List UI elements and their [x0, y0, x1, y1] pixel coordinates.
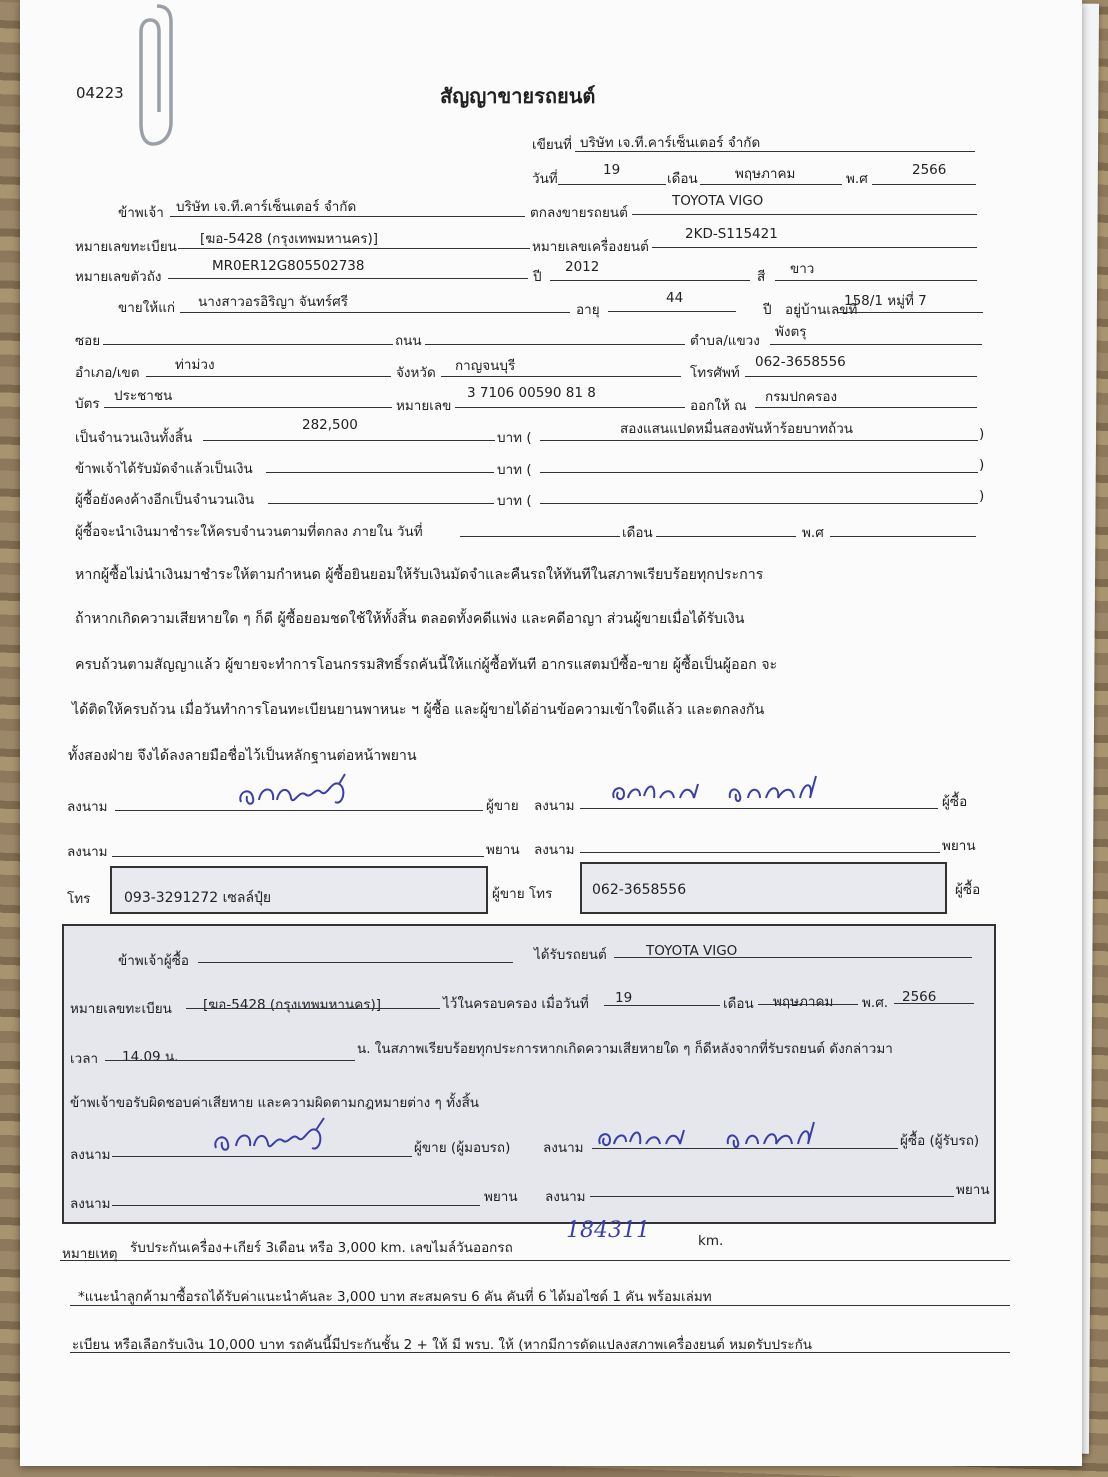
district-line [146, 376, 391, 377]
total-words: สองแสนแปดหมื่นสองพันห้าร้อยบาทถ้วน [620, 421, 854, 437]
receipt-witness2-line [590, 1196, 954, 1197]
age-value: 44 [666, 290, 684, 306]
house-line [838, 312, 983, 313]
seller-phone-value: 093-3291272 เซลล์ปุ๋ย [124, 890, 272, 906]
agree-sell-label: ตกลงขายรถยนต์ [530, 205, 628, 221]
remarks-line-1: รับประกันเครื่อง+เกียร์ 3เดือน หรือ 3,000 km. เลขไมล์วันออกรถ [130, 1240, 513, 1256]
deposit-line [266, 472, 494, 473]
time-label: เวลา [70, 1051, 99, 1067]
engine-label: หมายเลขเครื่องยนต์ [532, 239, 649, 255]
month-label: เดือน [667, 171, 698, 187]
buyer-sign-label: ลงนาม [534, 798, 575, 814]
witness1-sign-line [112, 856, 484, 857]
total-close-paren: ) [979, 426, 985, 442]
time-line [105, 1060, 355, 1061]
receipt-witness1-label: พยาน [484, 1189, 518, 1205]
sell-to-value: นางสาวอรอิริญา จันทร์ศรี [198, 294, 349, 310]
remarks-line-2-rule [70, 1305, 1010, 1306]
issued-line [755, 407, 977, 408]
age-line [608, 311, 736, 312]
soi-line [103, 344, 393, 345]
received-value: TOYOTA VIGO [646, 943, 738, 959]
buyer-phone-value: 062-3658556 [592, 882, 687, 898]
witness2-label: พยาน [942, 838, 976, 854]
receipt-buyer-label: ข้าพเจ้าผู้ซื้อ [118, 953, 189, 969]
due-label: ผู้ซื้อจะนำเงินมาชำระให้ครบจำนวนตามที่ตกลง ภายใน วันที่ [75, 524, 423, 540]
receipt-plate-line [186, 1008, 440, 1009]
receipt-month-line [758, 1004, 858, 1005]
receipt-date-value: 19 [615, 990, 633, 1006]
remaining-baht-label: บาท ( [497, 493, 532, 509]
terms-line-2: ถ้าหากเกิดความเสียหายใด ๆ ก็ดี ผู้ซื้อยอมชดใช้ให้ทั้งสิ้น ตลอดทั้งคดีแพ่ง และคดีอาญา ส่วนผู้ขายเมื่อได้รับเงิน [75, 611, 745, 627]
contract-title: สัญญาขายรถยนต์ [440, 84, 596, 108]
total-line [203, 440, 495, 441]
i-value: บริษัท เจ.ที.คาร์เซ็นเตอร์ จำกัด [176, 199, 357, 215]
chassis-label: หมายเลขตัวถัง [75, 269, 162, 285]
sell-to-label: ขายให้แก่ [118, 300, 176, 316]
phone-value: 062-3658556 [755, 354, 846, 370]
i-label: ข้าพเจ้า [118, 205, 164, 221]
remaining-line [268, 503, 494, 504]
receipt-year-label: พ.ศ. [862, 995, 889, 1011]
terms-line-5: ทั้งสองฝ่าย จึงได้ลงลายมือชื่อไว้เป็นหลักฐานต่อหน้าพยาน [68, 748, 417, 764]
seller-signature-icon [235, 772, 365, 812]
receipt-plate-label: หมายเลขทะเบียน [70, 1001, 172, 1017]
condition-text: น. ในสภาพเรียบร้อยทุกประการหากเกิดความเสียหายใด ๆ ก็ดีหลังจากที่รับรถยนต์ ดังกล่าวมา [357, 1041, 893, 1057]
color-line [775, 280, 977, 281]
receipt-witness1-sign-label: ลงนาม [70, 1196, 111, 1212]
received-label: ได้รับรถยนต์ [534, 947, 607, 963]
year-value: 2566 [912, 162, 947, 178]
id-label: หมายเลข [396, 398, 452, 414]
receipt-date-line [604, 1005, 720, 1006]
subdistrict-line [770, 344, 982, 345]
due-year-label: พ.ศ [802, 525, 824, 541]
seller-sign-label: ลงนาม [67, 799, 108, 815]
phone-line [745, 376, 977, 377]
time-value: 14.09 น. [122, 1049, 179, 1065]
district-label: อำเภอ/เขต [75, 365, 140, 381]
subdistrict-label: ตำบล/แขวง [690, 333, 760, 349]
witness1-sign-label: ลงนาม [67, 844, 108, 860]
total-baht-label: บาท ( [497, 430, 532, 446]
subdistrict-value: พังตรุ [775, 324, 807, 340]
deposit-close-paren: ) [979, 457, 985, 473]
receipt-witness2-sign-label: ลงนาม [545, 1189, 586, 1205]
remarks-line-3: ะเบียน หรือเลือกรับเงิน 10,000 บาท รถคันนี้มีประกันชั้น 2 + ให้ มี พรบ. ให้ (หากมีการดัดแปลงสภาพเครื่องยนต์ หมดรับประกัน [72, 1337, 812, 1353]
road-line [425, 344, 685, 345]
year-line [872, 184, 976, 185]
month-line [700, 184, 842, 185]
due-month-line [656, 536, 796, 537]
house-value: 158/1 หมู่ที่ 7 [844, 293, 927, 309]
road-label: ถนน [395, 333, 422, 349]
year-made-line [550, 280, 750, 281]
province-line [441, 376, 681, 377]
document-number: 04223 [76, 84, 124, 102]
agree-sell-value: TOYOTA VIGO [672, 193, 764, 209]
responsibility-text: ข้าพเจ้าขอรับผิดชอบค่าเสียหาย และความผิดตามกฎหมายต่าง ๆ ทั้งสิ้น [70, 1095, 480, 1111]
witness2-sign-line [580, 852, 940, 853]
id-line [455, 407, 685, 408]
engine-value: 2KD-S115421 [685, 226, 778, 242]
plate-value: [ฆอ-5428 (กรุงเทพมหานคร)] [200, 231, 379, 247]
year-made-label: ปี [533, 269, 542, 285]
total-label: เป็นจำนวนเงินทั้งสิ้น [75, 430, 193, 446]
remarks-label: หมายเหตุ [62, 1246, 118, 1262]
district-value: ท่าม่วง [175, 357, 215, 373]
province-value: กาญจนบุรี [455, 358, 516, 374]
province-label: จังหวัด [396, 365, 436, 381]
buyer-receive-label: ผู้ซื้อ (ผู้รับรถ) [900, 1133, 980, 1149]
due-month-label: เดือน [622, 525, 653, 541]
receipt-witness1-line [112, 1205, 480, 1206]
remaining-words-line [540, 503, 978, 504]
written-at-line [575, 151, 975, 152]
seller-label: ผู้ขาย [486, 798, 519, 814]
receipt-year-value: 2566 [902, 989, 937, 1005]
receipt-buyer-signature-icon [596, 1116, 826, 1156]
written-at-value: บริษัท เจ.ที.คาร์เซ็นเตอร์ จำกัด [580, 135, 761, 151]
terms-line-1: หากผู้ซื้อไม่นำเงินมาชำระให้ตามกำหนด ผู้ซื้อยินยอมให้รับเงินมัดจำและคืนรถให้ทันทีในสภาพเรียบร้อยทุกประการ [75, 567, 764, 583]
mileage-value: 184311 [566, 1218, 650, 1243]
phone-row-label: โทร [67, 891, 91, 907]
i-line [170, 216, 525, 217]
received-line [614, 957, 972, 958]
agree-sell-line [632, 214, 977, 215]
card-value: ประชาชน [114, 388, 173, 404]
date-label: วันที่ [532, 171, 558, 187]
receipt-witness2-label: พยาน [956, 1182, 990, 1198]
age-unit: ปี [763, 302, 772, 318]
total-words-line [540, 440, 978, 441]
written-at-label: เขียนที่ [532, 137, 572, 153]
buyer-signature-icon [610, 770, 830, 810]
date-line [558, 184, 666, 185]
terms-line-3: ครบถ้วนตามสัญญาแล้ว ผู้ขายจะทำการโอนกรรมสิทธิ์รถคันนี้ให้แก่ผู้ซื้อทันที อากรแสตมป์ซื้อ-ขาย ผู้ซื้อเป็นผู้ออก จะ [75, 657, 778, 673]
card-label: บัตร [75, 396, 100, 412]
engine-line [652, 247, 977, 248]
vehicle-receipt-panel [62, 924, 996, 1224]
remarks-line-3-rule [70, 1352, 1010, 1353]
km-unit: km. [698, 1233, 724, 1249]
receipt-year-line [894, 1003, 974, 1004]
receipt-buyer-line [198, 962, 513, 963]
year-label: พ.ศ [846, 171, 868, 187]
receipt-buyer-sign-label: ลงนาม [543, 1140, 584, 1156]
remarks-line-1-rule [60, 1260, 1010, 1261]
receipt-seller-sign-label: ลงนาม [70, 1147, 111, 1163]
paper-clip-icon [137, 2, 177, 150]
possession-label: ไว้ในครอบครอง เมื่อวันที่ [443, 996, 589, 1012]
sell-to-line [180, 312, 570, 313]
due-date-line [460, 536, 620, 537]
remarks-line-2: *แนะนำลูกค้ามาซื้อรถได้รับค่าแนะนำคันละ 3,000 บาท สะสมครบ 6 คัน คันที่ 6 ได้มอไซด์ 1 คัน พร้อมเล่มท [78, 1289, 712, 1305]
id-value: 3 7106 00590 81 8 [467, 385, 596, 401]
age-label: อายุ [576, 302, 600, 318]
color-value: ขาว [790, 261, 815, 277]
color-label: สี [757, 269, 766, 285]
receipt-plate-value: [ฆอ-5428 (กรุงเทพมหานคร)] [203, 997, 382, 1013]
deposit-words-line [540, 472, 978, 473]
due-year-line [830, 536, 976, 537]
issued-label: ออกให้ ณ [690, 398, 747, 414]
witness1-label: พยาน [486, 842, 520, 858]
witness2-sign-label: ลงนาม [534, 842, 575, 858]
plate-line [178, 248, 530, 249]
terms-line-4: ได้ติดให้ครบถ้วน เมื่อวันทำการโอนทะเบียนยานพาหนะ ฯ ผู้ซื้อ และผู้ขายได้อ่านข้อความเข้าใจดีแล้ว และตกลงกัน [72, 702, 765, 718]
deposit-baht-label: บาท ( [497, 462, 532, 478]
total-value: 282,500 [302, 417, 358, 433]
receipt-seller-signature-icon [210, 1116, 350, 1158]
phone-label: โทรศัพท์ [690, 365, 740, 381]
year-made-value: 2012 [565, 259, 600, 275]
house-label: อยู่บ้านเลขที่ [785, 302, 858, 318]
remaining-close-paren: ) [979, 488, 985, 504]
remaining-label: ผู้ซื้อยังคงค้างอีกเป็นจำนวนเงิน [75, 492, 255, 508]
receipt-month-value: พฤษภาคม [773, 994, 834, 1010]
seller-deliver-label: ผู้ขาย (ผู้มอบรถ) [414, 1140, 511, 1156]
date-value: 19 [603, 162, 621, 178]
chassis-value: MR0ER12G805502738 [212, 258, 365, 274]
issued-value: กรมปกครอง [765, 389, 838, 405]
chassis-line [168, 278, 528, 279]
card-line [104, 407, 392, 408]
month-value: พฤษภาคม [735, 166, 796, 182]
buyer-phone-suffix: ผู้ซื้อ [955, 882, 981, 898]
plate-label: หมายเลขทะเบียน [75, 239, 177, 255]
buyer-label: ผู้ซื้อ [942, 794, 968, 810]
deposit-label: ข้าพเจ้าได้รับมัดจำแล้วเป็นเงิน [75, 461, 253, 477]
soi-label: ซอย [75, 333, 101, 349]
seller-phone-label: ผู้ขาย โทร [492, 886, 553, 902]
receipt-month-label: เดือน [723, 996, 754, 1012]
